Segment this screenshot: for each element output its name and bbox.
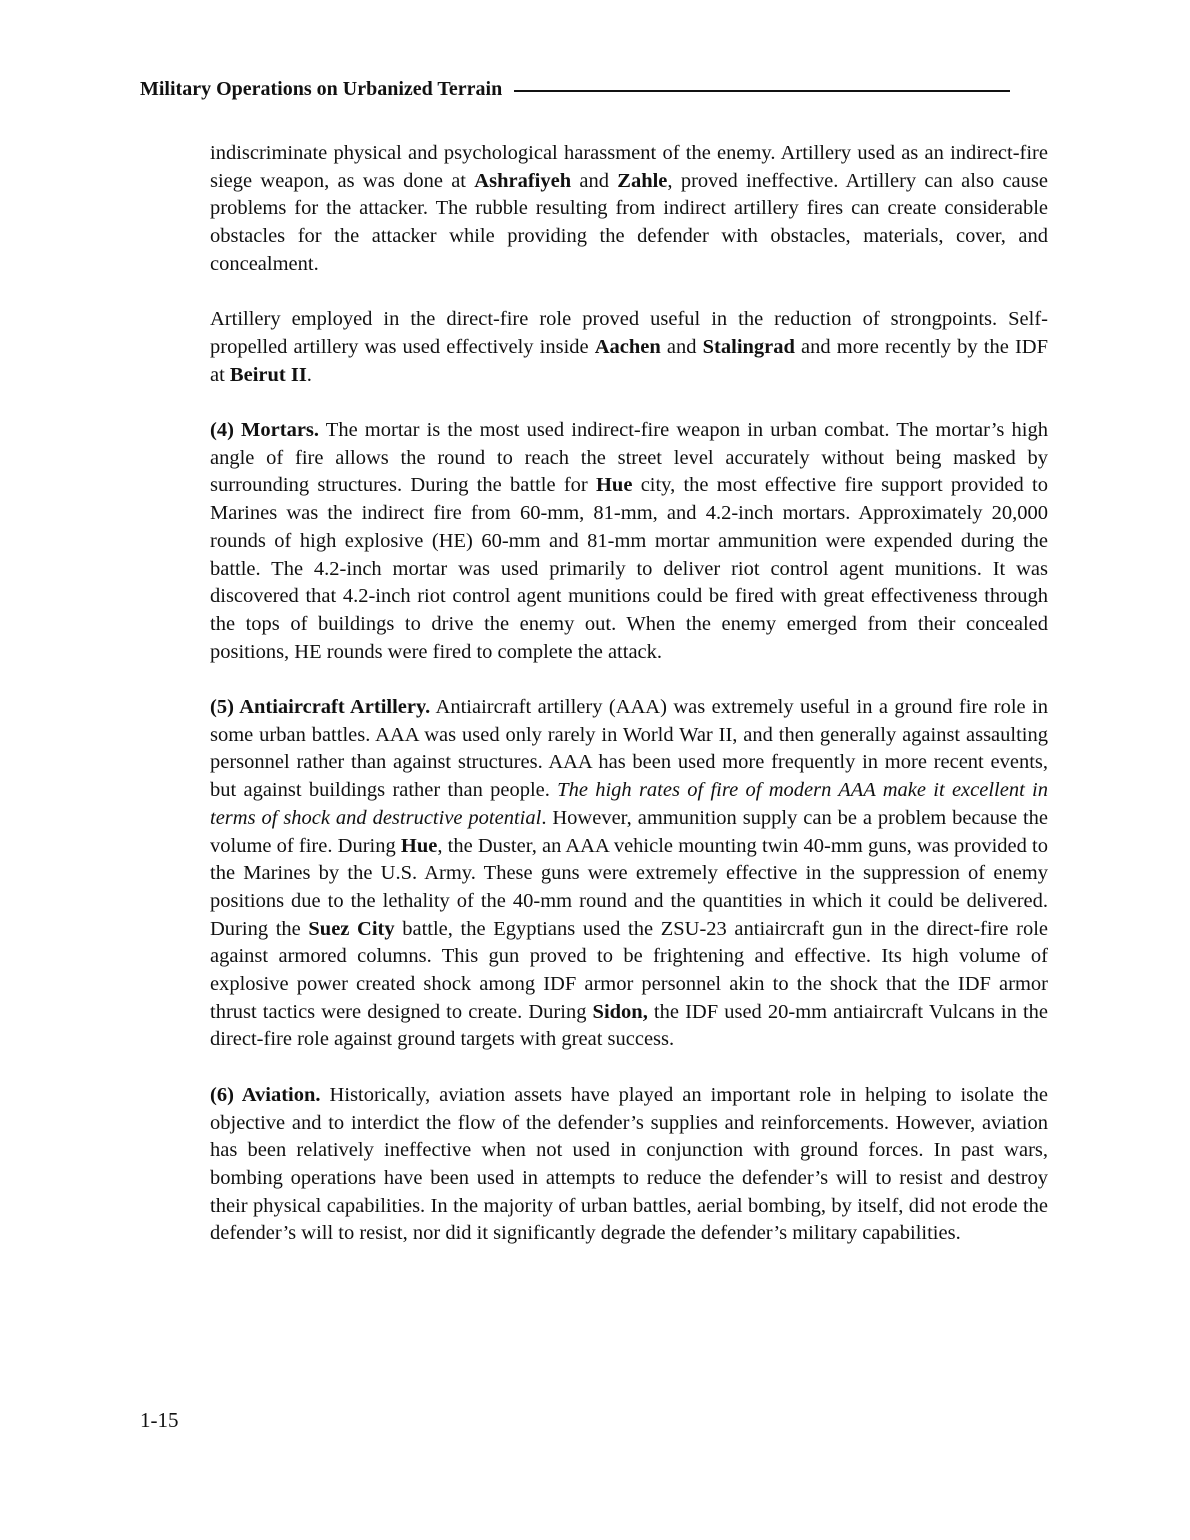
text-run: Historically, aviation assets have played an important role in helping to isolate the objective and to interdict the flow of the defender’s supplies and reinforcements. However, aviation has been relatively ineffective when not used in conjunction with ground forces. In past wars, bombing operations have been used in attempts to reduce the defender’s will to resist and destroy their physical capabilities. In the majority of urban battles, aerial bombing, by itself, did not erode the defender’s will to resist, nor did it significantly degrade the defender’s military capabilities. — [210, 1083, 1048, 1245]
text-run: , proved ineffective. Artillery can also cause problems for the attacker. The rubble resulting from indirect artillery fires can create considerable obstacles for the attacker while providing the defender with obstacles, materials, cover, and concealment. — [210, 169, 1048, 275]
paragraph-mortars — [210, 417, 1048, 666]
bold-text: (5) Antiaircraft Artillery. — [210, 696, 431, 719]
running-header-title: Military Operations on Urbanized Terrain — [140, 78, 503, 100]
bold-text: Beirut II — [229, 363, 307, 386]
page-number: 1-15 — [140, 1408, 179, 1432]
text-run: and — [571, 169, 618, 192]
bold-text: (4) Mortars. — [210, 419, 320, 441]
bold-text: Zahle — [617, 169, 668, 192]
bold-text: (6) Aviation. — [210, 1083, 321, 1106]
page-header — [140, 78, 1010, 101]
header-rule — [514, 90, 1010, 92]
bold-text: Ashrafiyeh — [474, 169, 572, 192]
paragraph-artillery-direct — [210, 306, 1048, 389]
paragraph-aviation — [210, 1082, 1048, 1248]
bold-text: Sidon, — [592, 1000, 648, 1023]
text-run: Artillery employed in the direct-fire role proved useful in the reduction of strongpoints. Self-propelled artillery was used effectively inside — [210, 308, 1048, 358]
text-run: . However, ammunition supply can be a problem because the volume of fire. During — [210, 806, 1048, 857]
paragraph-antiaircraft-artillery — [210, 694, 1048, 1054]
body-text — [210, 140, 1048, 1248]
italic-text: The high rates of fire of modern AAA make it excellent in terms of shock and destructive potential — [210, 779, 1049, 829]
text-run: city, the most effective fire support provided to Marines was the indirect fire from 60-mm, 81-mm, and 4.2-inch mortars. Approximately 20,000 rounds of high explosive (HE) 60-mm and 81-mm mortar ammunition were expended during the battle. The 4.2-inch mortar was used primarily to deliver riot control agent munitions. It was discovered that 4.2-inch riot control agent munitions could be fired with great effectiveness through the tops of buildings to drive the enemy out. When the enemy emerged from their concealed positions, HE rounds were fired to complete the attack. — [210, 474, 1048, 663]
text-run: . — [306, 363, 312, 386]
text-run: Antiaircraft artillery (AAA) was extremely useful in a ground fire role in some urban battles. AAA was used only rarely in World War II, and then generally against assaulting personnel rather than against structures. AAA has been used more frequently in more recent events, but against buildings rather than people. — [210, 696, 1049, 802]
bold-text: Hue — [400, 834, 438, 857]
text-run: , the Duster, an AAA vehicle mounting twin 40-mm guns, was provided to the Marines by the U.S. Army. These guns were extremely effective in the suppression of enemy positions due to the lethality of the 40-mm round and the quantities in which it could be delivered. During the — [210, 834, 1049, 940]
paragraph-artillery-indirect — [210, 140, 1048, 279]
text-run: battle, the Egyptians used the ZSU-23 antiaircraft gun in the direct-fire role against armored columns. This gun proved to be frightening and effective. Its high volume of explosive power created shock among IDF armor personnel akin to the shock that the IDF armor thrust tactics were designed to create. During — [210, 917, 1049, 1023]
text-run: and — [660, 335, 703, 358]
bold-text: Aachen — [594, 335, 661, 358]
text-run: the IDF used 20-mm antiaircraft Vulcans in the direct-fire role against ground targets with great success. — [210, 1000, 1048, 1051]
bold-text: Suez City — [308, 917, 395, 940]
text-run: and more recently by the IDF at — [210, 335, 1048, 386]
bold-text: Hue — [595, 474, 633, 497]
bold-text: Stalingrad — [702, 335, 795, 358]
text-run: The mortar is the most used indirect-fire weapon in urban combat. The mortar’s high angle of fire allows the round to reach the street level accurately without being masked by surrounding structures. During the battle for — [210, 419, 1048, 497]
text-run: indiscriminate physical and psychological harassment of the enemy. Artillery used as an indirect-fire siege weapon, as was done at — [210, 142, 1048, 192]
